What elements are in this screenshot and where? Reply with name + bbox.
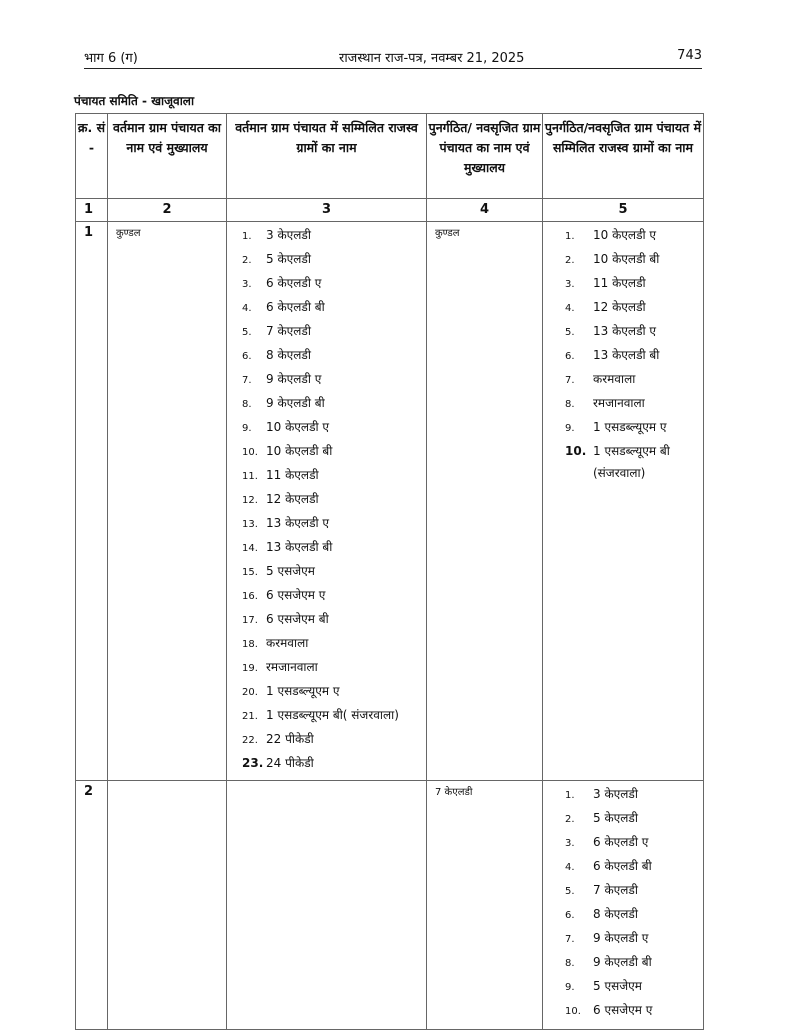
- item-number: 3.: [565, 838, 575, 849]
- list-item: [242, 344, 426, 368]
- list-item: [242, 488, 426, 512]
- item-number: 7.: [565, 375, 575, 386]
- village-name: 5 केएलडी: [593, 811, 638, 825]
- list-item: [565, 903, 703, 927]
- list-item: [565, 416, 703, 440]
- col-number: 1: [76, 199, 108, 222]
- column-number-row: [76, 199, 704, 222]
- item-number: 6.: [565, 910, 575, 921]
- village-name: रमजानवाला: [593, 396, 645, 410]
- village-name: 6 एसजेएम बी: [266, 612, 329, 626]
- item-number: 12.: [242, 495, 258, 506]
- item-number: 10.: [565, 444, 587, 458]
- item-number: 19.: [242, 663, 258, 674]
- list-item: [565, 783, 703, 807]
- item-number: 6.: [565, 351, 575, 362]
- col-header-current-villages: वर्तमान ग्राम पंचायत में सम्मिलित राजस्व ग्रामों का नाम: [227, 114, 427, 199]
- list-item: [242, 248, 426, 272]
- list-item: [242, 392, 426, 416]
- item-number: 1.: [565, 231, 575, 242]
- item-number: 2.: [565, 255, 575, 266]
- item-number: 14.: [242, 543, 258, 554]
- item-number: 3.: [242, 279, 252, 290]
- item-number: 7.: [242, 375, 252, 386]
- list-item: [565, 831, 703, 855]
- village-name: 3 केएलडी: [593, 787, 638, 801]
- village-name: 9 केएलडी ए: [266, 372, 322, 386]
- list-item: [242, 728, 426, 752]
- list-item: [565, 855, 703, 879]
- village-name: 7 केएलडी: [593, 883, 638, 897]
- village-name: 13 केएलडी ए: [593, 324, 657, 338]
- item-number: 3.: [565, 279, 575, 290]
- village-name: 10 केएलडी ए: [593, 228, 657, 242]
- item-number: 15.: [242, 567, 258, 578]
- list-item: [242, 512, 426, 536]
- village-name: 10 केएलडी बी: [266, 444, 333, 458]
- new-gp-name: कुण्डल: [435, 228, 460, 239]
- village-name: 10 केएलडी बी: [593, 252, 660, 266]
- village-name: 9 केएलडी ए: [593, 931, 649, 945]
- village-name: 5 एसजेएम: [266, 564, 315, 578]
- item-number: 4.: [565, 862, 575, 873]
- item-number: 2.: [565, 814, 575, 825]
- item-number: 18.: [242, 639, 258, 650]
- list-item: [565, 440, 703, 484]
- village-name: 5 केएलडी: [266, 252, 311, 266]
- list-item: [565, 248, 703, 272]
- item-number: 11.: [242, 471, 258, 482]
- item-number: 5.: [565, 327, 575, 338]
- list-item: [565, 296, 703, 320]
- gazette-title: राजस्थान राज-पत्र, नवम्बर 21, 2025: [339, 51, 525, 66]
- list-item: [242, 440, 426, 464]
- item-number: 8.: [242, 399, 252, 410]
- table-row: [76, 222, 704, 781]
- list-item: [565, 320, 703, 344]
- village-table: [75, 113, 704, 1030]
- item-number: 4.: [242, 303, 252, 314]
- item-number: 5.: [242, 327, 252, 338]
- village-name: करमवाला: [593, 372, 636, 386]
- village-name: 12 केएलडी: [266, 492, 319, 506]
- village-name: 13 केएलडी बी: [593, 348, 660, 362]
- new-villages-list: [543, 781, 703, 1029]
- village-name: 8 केएलडी: [266, 348, 311, 362]
- list-item: [242, 656, 426, 680]
- col-number: 4: [427, 199, 543, 222]
- list-item: [242, 464, 426, 488]
- item-number: 22.: [242, 735, 258, 746]
- item-number: 1.: [242, 231, 252, 242]
- header-row: [76, 114, 704, 199]
- item-number: 13.: [242, 519, 258, 530]
- list-item: [565, 999, 703, 1023]
- item-number: 5.: [565, 886, 575, 897]
- village-name: 24 पीकेडी: [266, 756, 314, 770]
- list-item: [565, 927, 703, 951]
- list-item: [565, 807, 703, 831]
- col-number: 5: [543, 199, 704, 222]
- village-name: 11 केएलडी: [266, 468, 319, 482]
- col-header-new-gp: पुनर्गठित/ नवसृजित ग्राम पंचायत का नाम एवं मुख्यालय: [427, 114, 543, 199]
- list-item: [242, 608, 426, 632]
- list-item: [242, 416, 426, 440]
- list-item: [242, 272, 426, 296]
- item-number: 16.: [242, 591, 258, 602]
- list-item: [565, 344, 703, 368]
- col-number: 3: [227, 199, 427, 222]
- current-villages-list: [227, 222, 426, 780]
- current-gp-name: [108, 781, 226, 784]
- section-title: पंचायत समिति - खाजूवाला: [74, 94, 195, 108]
- new-gp-name: 7 केएलडी: [435, 787, 473, 798]
- item-number: 10.: [242, 447, 258, 458]
- item-number: 17.: [242, 615, 258, 626]
- col-number: 2: [108, 199, 227, 222]
- list-item: [565, 951, 703, 975]
- list-item: [565, 879, 703, 903]
- list-item: [565, 368, 703, 392]
- village-name: 1 एसडब्ल्यूएम बी( संजरवाला): [266, 708, 399, 722]
- list-item: [242, 584, 426, 608]
- page-number: 743: [677, 48, 702, 63]
- item-number: 4.: [565, 303, 575, 314]
- village-name: 13 केएलडी ए: [266, 516, 330, 530]
- list-item: [242, 680, 426, 704]
- village-name: 5 एसजेएम: [593, 979, 642, 993]
- village-name: 6 केएलडी ए: [593, 835, 649, 849]
- list-item: [242, 704, 426, 728]
- village-name: 3 केएलडी: [266, 228, 311, 242]
- current-gp-name: कुण्डल: [116, 228, 141, 239]
- item-number: 8.: [565, 958, 575, 969]
- list-item: [242, 368, 426, 392]
- village-name: 1 एसडब्ल्यूएम ए: [266, 684, 340, 698]
- list-item: [565, 392, 703, 416]
- village-name: 6 एसजेएम ए: [266, 588, 326, 602]
- village-name: 11 केएलडी: [593, 276, 646, 290]
- list-item: [242, 536, 426, 560]
- village-name: 1 एसडब्ल्यूएम बी: [593, 444, 670, 458]
- village-name: 12 केएलडी: [593, 300, 646, 314]
- item-number: 21.: [242, 711, 258, 722]
- current-villages-list: [227, 781, 426, 789]
- village-name: 9 केएलडी बी: [593, 955, 652, 969]
- village-name: करमवाला: [266, 636, 309, 650]
- list-item: [242, 320, 426, 344]
- item-number: 9.: [565, 982, 575, 993]
- list-item: [565, 975, 703, 999]
- col-header-current-gp: वर्तमान ग्राम पंचायत का नाम एवं मुख्यालय: [108, 114, 227, 199]
- item-number: 9.: [565, 423, 575, 434]
- item-number: 8.: [565, 399, 575, 410]
- list-item: [565, 224, 703, 248]
- list-item: [242, 224, 426, 248]
- page-header: [84, 48, 702, 70]
- item-number: 2.: [242, 255, 252, 266]
- part-label: भाग 6 (ग): [84, 51, 138, 66]
- list-item: [242, 296, 426, 320]
- village-name: 6 केएलडी बी: [593, 859, 652, 873]
- village-name: 6 केएलडी ए: [266, 276, 322, 290]
- village-name: 7 केएलडी: [266, 324, 311, 338]
- village-name: रमजानवाला: [266, 660, 318, 674]
- item-number: 7.: [565, 934, 575, 945]
- list-item: [565, 272, 703, 296]
- village-name: 1 एसडब्ल्यूएम ए: [593, 420, 667, 434]
- village-name: 6 एसजेएम ए: [593, 1003, 653, 1017]
- village-name: 8 केएलडी: [593, 907, 638, 921]
- item-number: 23.: [242, 756, 264, 770]
- col-header-sn: क्र. सं -: [76, 114, 108, 199]
- header-rule: [84, 68, 702, 69]
- serial-number: 1: [84, 225, 94, 240]
- village-name: 9 केएलडी बी: [266, 396, 325, 410]
- list-item: [242, 632, 426, 656]
- new-villages-list: [543, 222, 703, 490]
- list-item: [242, 560, 426, 584]
- item-number: 6.: [242, 351, 252, 362]
- item-number: 9.: [242, 423, 252, 434]
- col-header-new-villages: पुनर्गठित/नवसृजित ग्राम पंचायत में सम्मिलित राजस्व ग्रामों का नाम: [543, 114, 704, 199]
- village-name: 6 केएलडी बी: [266, 300, 325, 314]
- village-name: 10 केएलडी ए: [266, 420, 330, 434]
- village-note: (संजरवाला): [593, 466, 646, 480]
- village-name: 22 पीकेडी: [266, 732, 314, 746]
- list-item: [242, 752, 426, 774]
- item-number: 20.: [242, 687, 258, 698]
- item-number: 10.: [565, 1006, 581, 1017]
- serial-number: 2: [84, 784, 94, 799]
- village-name: 13 केएलडी बी: [266, 540, 333, 554]
- table-row: [76, 781, 704, 1030]
- item-number: 1.: [565, 790, 575, 801]
